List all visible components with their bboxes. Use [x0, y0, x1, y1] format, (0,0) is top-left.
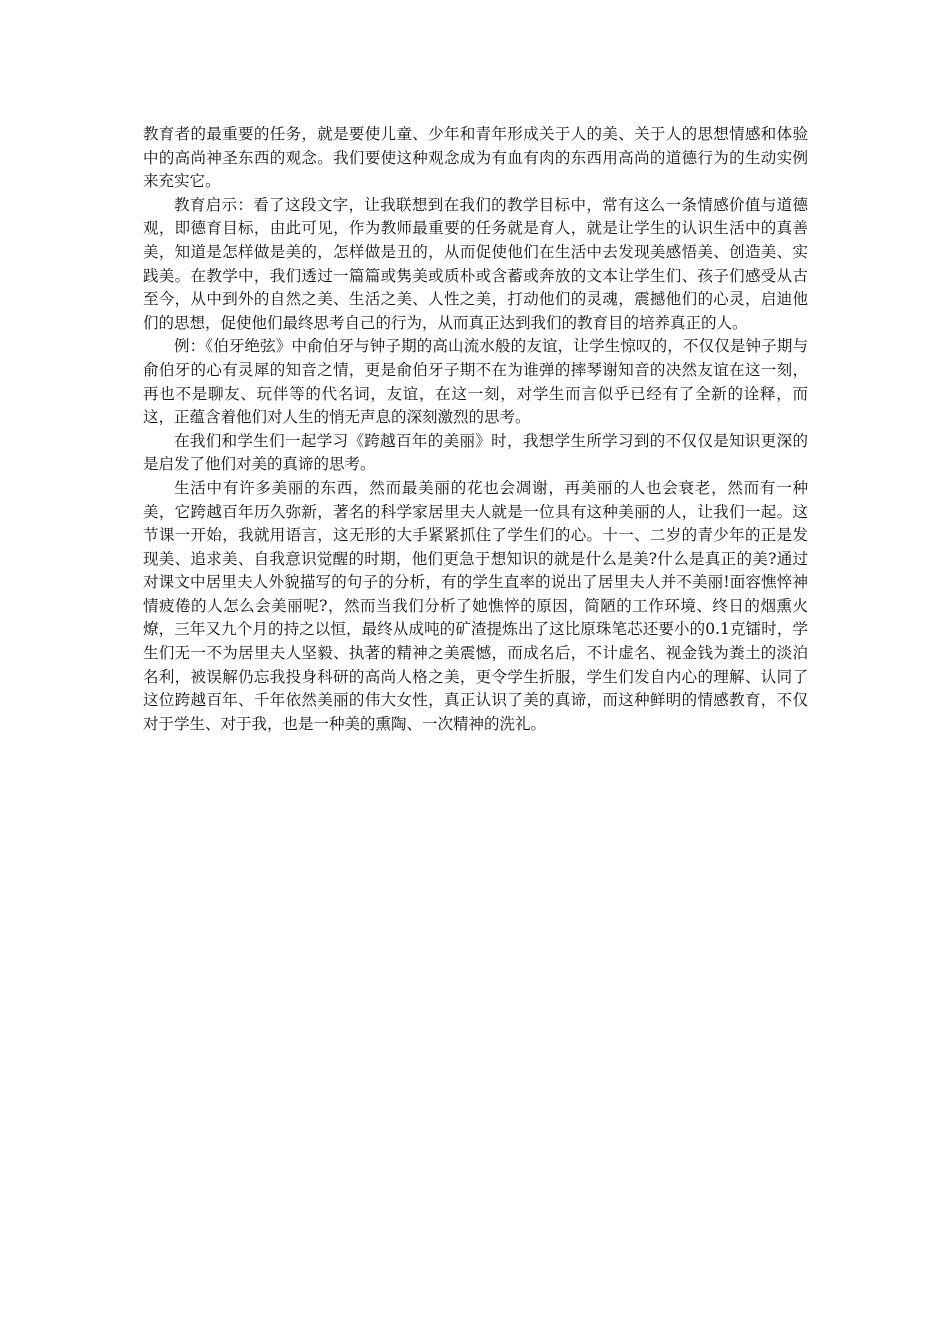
paragraph-2: 教育启示：看了这段文字，让我联想到在我们的教学目标中，常有这么一条情感价值与道德观，即德育目标，由此可见，作为教师最重要的任务就是育人，就是让学生的认识生活中的真善美，知道是怎样做是美的，怎样做是丑的，从而促使他们在生活中去发现美感悟美、创造美、实践美。在教学中，我们透过一篇篇或隽美或质朴或含蓄或奔放的文本让学生们、孩子们感受从古至今，从中到外的自然之美、生活之美、人性之美，打动他们的灵魂，震撼他们的心灵，启迪他们的思想，促使他们最终思考自己的行为，从而真正达到我们的教育目的培养真正的人。: [143, 195, 808, 332]
paragraph-1: 教育者的最重要的任务，就是要使儿童、少年和青年形成关于人的美、关于人的思想情感和体验中的高尚神圣东西的观念。我们要使这种观念成为有血有肉的东西用高尚的道德行为的生动实例来充实它。: [143, 125, 808, 191]
paragraph-5: 生活中有许多美丽的东西，然而最美丽的花也会凋谢，再美丽的人也会衰老，然而有一种美，它跨越百年历久弥新，著名的科学家居里夫人就是一位具有这种美丽的人，让我们一起。这节课一开始，我就用语言，这无形的大手紧紧抓住了学生们的心。十一、二岁的青少年的正是发现美、追求美、自我意识觉醒的时期，他们更急于想知识的就是什么是美?什么是真正的美?通过对课文中居里夫人外貌描写的句子的分析，有的学生直率的说出了居里夫人并不美丽!面容憔悴神情疲倦的人怎么会美丽呢?，然而当我们分析了她憔悴的原因，简陋的工作环境、终日的烟熏火燎，三年又九个月的持之以恒，最终从成吨的矿渣提炼出了这比原珠笔芯还要小的0.1克镭时，学生们无一不为居里夫人坚毅、执著的精神之美震憾，而成名后，不计虚名、视金钱为粪土的淡泊名利，被误解仍忘我投身科研的高尚人格之美，更令学生折服，学生们发自内心的理解、认同了这位跨越百年、千年依然美丽的伟大女性，真正认识了美的真谛，而这种鲜明的情感教育，不仅对于学生、对于我，也是一种美的熏陶、一次精神的洗礼。: [143, 478, 808, 733]
paragraph-4: 在我们和学生们一起学习《跨越百年的美丽》时，我想学生所学习到的不仅仅是知识更深的是启发了他们对美的真谛的思考。: [143, 431, 808, 474]
paragraph-3: 例：《伯牙绝弦》中俞伯牙与钟子期的高山流水般的友谊，让学生惊叹的，不仅仅是钟子期与俞伯牙的心有灵犀的知音之情，更是俞伯牙子期不在为谁弹的摔琴谢知音的决然友谊在这一刻，再也不是聊友、玩伴等的代名词，友谊，在这一刻，对学生而言似乎已经有了全新的诠释，而这，正蕴含着他们对人生的悄无声息的深刻激烈的思考。: [143, 337, 808, 427]
document-body: [143, 123, 808, 736]
